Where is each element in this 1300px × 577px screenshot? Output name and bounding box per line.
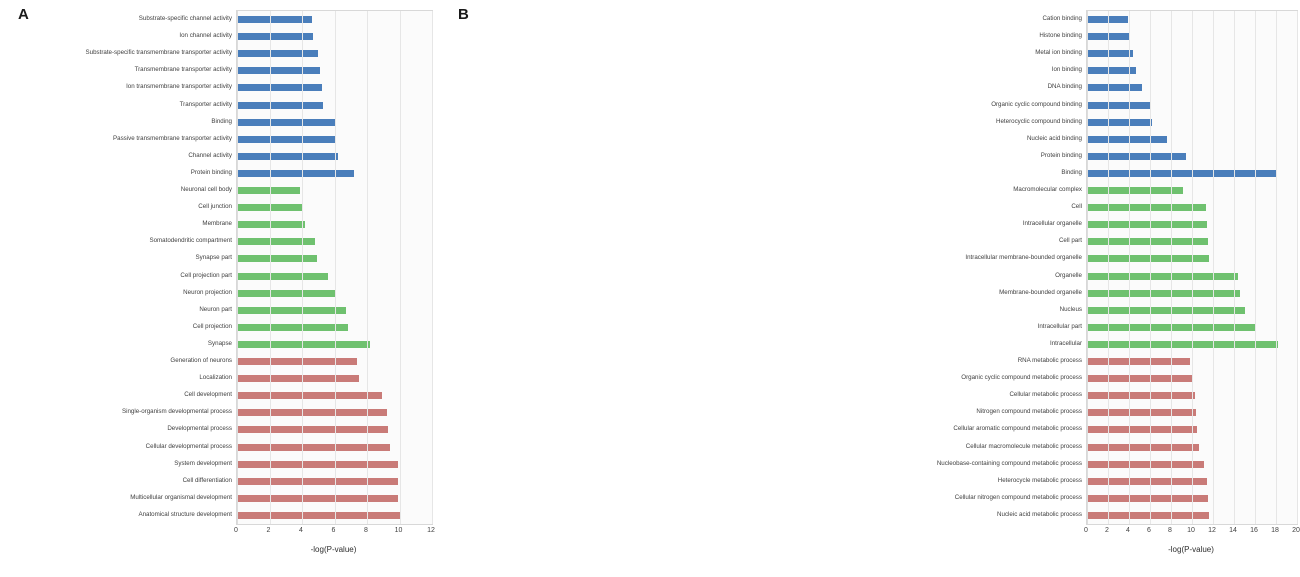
bar [237,136,336,143]
x-tick-label: 0 [234,527,238,534]
gridline [1108,11,1109,524]
bar-category-label: Cellular aromatic compound metabolic process [953,425,1082,433]
x-tick-label: 4 [299,527,303,534]
bar-category-label: Cell differentiation [182,476,232,484]
panel-b-plot-area [936,10,1298,525]
bar [1087,170,1276,177]
bar [237,255,317,262]
bar-category-label: Intracellular organelle [1022,220,1082,228]
bar [237,119,336,126]
bar-category-label: RNA metabolic process [1017,357,1082,365]
bar [237,324,348,331]
bar-category-label: Organelle [1055,271,1082,279]
gridline [1276,11,1277,524]
gridline [335,11,336,524]
bar [1087,136,1167,143]
panel-a [0,0,440,577]
x-tick-label: 16 [1250,527,1258,534]
x-tick-label: 0 [1084,527,1088,534]
bar [237,290,335,297]
bar [1087,273,1238,280]
bar-category-label: Nitrogen compound metabolic process [976,408,1082,416]
bar-category-label: Neuron projection [183,288,232,296]
bar-category-label: Binding [211,117,232,125]
gridline [270,11,271,524]
bar-category-label: Protein binding [1040,151,1082,159]
bar-category-label: Intracellular membrane-bounded organelle [965,254,1082,262]
bar-category-label: Developmental process [167,425,232,433]
bar-category-label: Cell projection part [180,271,232,279]
bar [237,495,398,502]
gridline [1255,11,1256,524]
x-tick-label: 10 [1187,527,1195,534]
x-tick-label: 14 [1229,527,1237,534]
bar-category-label: Cell [1071,203,1082,211]
bar-category-label: Organic cyclic compound binding [991,100,1082,108]
gridline [400,11,401,524]
bar [237,16,312,23]
x-tick-label: 6 [331,527,336,534]
bar-category-label: Cell development [184,391,232,399]
bar [1087,409,1196,416]
bar-category-label: Passive transmembrane transporter activity [113,134,232,142]
bar [237,307,346,314]
bar-category-label: Ion binding [1051,66,1082,74]
bar-category-label: Binding [1061,168,1082,176]
bar [237,478,398,485]
x-tick-label: 8 [364,527,368,534]
bar [237,84,322,91]
bar-category-label: Histone binding [1039,32,1082,40]
bar-category-label: Intracellular part [1037,322,1082,330]
panel-a-x-axis-label: -log(P-value) [310,545,357,554]
gridline [302,11,303,524]
gridline [1192,11,1193,524]
bar-category-label: Generation of neurons [170,357,232,365]
bar-category-label: Anatomical structure development [138,510,232,518]
x-tick-label: 8 [1168,527,1172,534]
bar-category-label: Ion channel activity [179,32,232,40]
x-tick-label: 12 [427,527,435,534]
panel-b [440,0,1300,577]
bar [237,409,387,416]
bar [237,341,370,348]
gridline [1150,11,1151,524]
bar-category-label: Cellular macromolecule metabolic process [965,442,1082,450]
bar-category-label: Macromolecular complex [1013,186,1082,194]
bar-category-label: Cell projection [192,322,232,330]
bar-category-label: Nucleobase-containing compound metabolic process [936,459,1082,467]
bar-category-label: Protein binding [190,168,232,176]
bar [1087,187,1183,194]
gridline [237,11,238,524]
bar [237,375,359,382]
bar-category-label: Membrane-bounded organelle [999,288,1082,296]
bar [237,170,354,177]
bar-category-label: Intracellular [1050,339,1082,347]
bar [1087,461,1204,468]
bar [1087,426,1197,433]
bar [1087,392,1195,399]
bar-category-label: Cell part [1058,237,1082,245]
bar-category-label: Synapse part [195,254,232,262]
bar [1087,238,1208,245]
panel-b-x-axis-label: -log(P-value) [1168,545,1214,554]
bar-category-label: Single-organism developmental process [121,408,232,416]
bar [1087,375,1192,382]
bar-category-label: Cation binding [1042,15,1082,23]
panel-a-x-axis [234,527,435,539]
bar-category-label: Neuronal cell body [180,186,232,194]
gridline [1171,11,1172,524]
bar [237,426,388,433]
bar-category-label: Metal ion binding [1035,49,1082,57]
bar-category-label: Cellular nitrogen compound metabolic process [954,493,1082,501]
bar [1087,341,1278,348]
gridline [1234,11,1235,524]
bar [237,273,328,280]
bar-category-label: Transporter activity [179,100,232,108]
bar [1087,102,1150,109]
bar-category-label: Multicellular organismal development [130,493,232,501]
bar-category-label: Heterocyclic compound binding [996,117,1082,125]
bar-category-label: Heterocycle metabolic process [997,476,1082,484]
bar [1087,255,1209,262]
bar-category-label: Cellular developmental process [145,442,232,450]
panel-a-plot-area [85,10,433,525]
bar [1087,512,1209,519]
bar-category-label: Nucleic acid binding [1026,134,1082,142]
bar-category-label: Cell junction [198,203,232,211]
x-tick-label: 18 [1271,527,1279,534]
bar [237,67,320,74]
bar [1087,50,1133,57]
bar-category-label: Ion transmembrane transporter activity [126,83,232,91]
bar-category-label: Substrate-specific channel activity [138,15,232,23]
x-tick-label: 4 [1126,527,1130,534]
bar [237,392,382,399]
x-tick-label: 10 [394,527,403,534]
panel-b-x-axis [1084,527,1300,539]
bar [237,461,398,468]
gridline [1129,11,1130,524]
bar-category-label: Synapse [207,339,232,347]
bar-category-label: Organic cyclic compound metabolic process [961,374,1082,382]
bar-category-label: Somatodendritic compartment [149,237,232,245]
bar-category-label: Cellular metabolic process [1009,391,1082,399]
gridline [367,11,368,524]
bar [1087,290,1240,297]
bar-category-label: Channel activity [188,151,232,159]
bar-category-label: Substrate-specific transmembrane transporter activity [85,49,232,57]
gridline [432,11,433,524]
bar [237,512,401,519]
bar [237,358,357,365]
panel-a-letter: A [18,6,29,23]
bar-category-label: DNA binding [1047,83,1082,91]
x-tick-label: 2 [266,527,271,534]
bar [1087,84,1142,91]
gridline [1213,11,1214,524]
bar [1087,495,1208,502]
bar [237,221,305,228]
bar-category-label: Transmembrane transporter activity [134,66,232,74]
bar [1087,358,1190,365]
bar-category-label: Localization [199,374,232,382]
bar-category-label: Neuron part [199,305,232,313]
gridline [1297,11,1298,524]
bar [237,102,323,109]
bar [1087,204,1206,211]
x-tick-label: 12 [1208,527,1216,534]
panel-b-letter: B [458,6,469,23]
bar [1087,221,1207,228]
bar [237,50,318,57]
bar [1087,307,1245,314]
bar [237,238,315,245]
bar [1087,119,1152,126]
bar [1087,444,1199,451]
bar-category-label: Nucleic acid metabolic process [997,510,1082,518]
bar-category-label: Membrane [202,220,232,228]
x-tick-label: 2 [1105,527,1109,534]
x-tick-label: 6 [1147,527,1151,534]
bar-category-label: Nucleus [1059,305,1082,313]
bar-category-label: System development [174,459,232,467]
bar [1087,478,1207,485]
bar [237,153,338,160]
x-tick-label: 20 [1292,527,1300,534]
gridline [1087,11,1088,524]
